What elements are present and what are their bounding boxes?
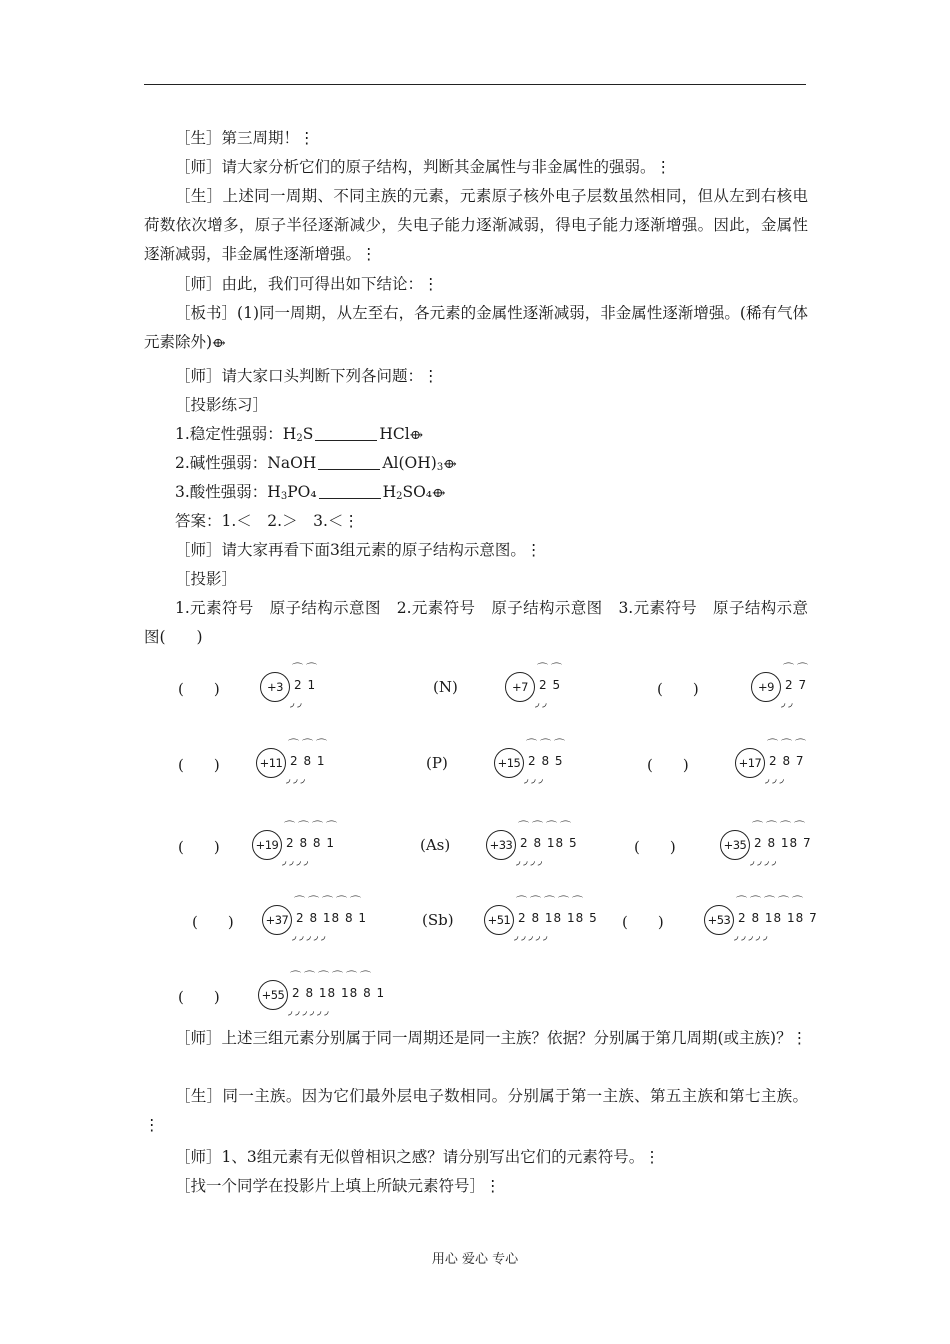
shell-arcs-bottom: ◞◞◞◞◞ <box>292 929 329 942</box>
nucleus: +15 <box>494 748 524 778</box>
shell-electrons: 2 8 5 <box>528 754 564 768</box>
shell-arcs-bottom: ◞◞◞◞◞ <box>734 929 771 942</box>
paragraph: ［生］同一主族。因为它们最外层电子数相同。分别属于第一主族、第五主族和第七主族。⋮ <box>144 1087 808 1134</box>
diagram-row-1 <box>0 662 950 722</box>
shell-electrons: 2 8 18 7 <box>754 836 812 850</box>
shell-arcs-bottom: ◞◞◞ <box>524 772 546 785</box>
shell-arcs-bottom: ◞◞◞ <box>765 772 787 785</box>
shell-arcs-top: ⌒⌒⌒⌒⌒ <box>516 895 586 908</box>
element-symbol[interactable]: ( ) <box>178 680 220 698</box>
nucleus: +17 <box>735 748 765 778</box>
exercise-left-rest: S <box>302 425 314 443</box>
shell-arcs-top: ⌒⌒⌒ <box>767 738 809 751</box>
diagram-row-5 <box>0 970 950 1030</box>
paragraph: ［师］请大家再看下面3组元素的原子结构示意图。⋮ <box>175 541 542 559</box>
element-symbol[interactable]: ( ) <box>647 756 689 774</box>
exercise-left: H <box>267 483 281 501</box>
diagram-header: 1.元素符号 原子结构示意图 2.元素符号 原子结构示意图 3.元素符号 原子结构示意图( ) <box>144 599 808 646</box>
shell-arcs-top: ⌒⌒ <box>292 662 320 675</box>
shell-arcs-bottom: ◞◞◞ <box>286 772 308 785</box>
nucleus: +3 <box>260 672 290 702</box>
shell-arcs-bottom: ◞◞◞◞◞ <box>514 929 551 942</box>
shell-electrons: 2 8 18 18 7 <box>738 911 818 925</box>
shell-arcs-bottom: ◞◞◞◞ <box>282 854 312 867</box>
shell-arcs-top: ⌒⌒ <box>537 662 565 675</box>
nucleus: +11 <box>256 748 286 778</box>
paragraph: ［找一个同学在投影片上填上所缺元素符号］⋮ <box>175 1177 501 1195</box>
diagram-row-2 <box>0 738 950 798</box>
exercise-left: H <box>282 425 297 443</box>
exercise-right: Al(OH) <box>382 454 437 472</box>
paragraph: ［师］1、3组元素有无似曾相识之感？请分别写出它们的元素符号。⋮ <box>175 1148 660 1166</box>
paragraph: ［师］请大家口头判断下列各问题：⋮ <box>175 367 439 385</box>
paragraph: ［生］上述同一周期、不同主族的元素，元素原子核外电子层数虽然相同，但从左到右核电荷数依次增多，原子半径逐渐减少，失电子能力逐渐减弱，得电子能力逐渐增强。因此，金属性逐渐减弱，非金属性逐渐增强。⋮ <box>144 187 808 263</box>
element-symbol[interactable]: ( ) <box>178 988 220 1006</box>
element-symbol: (Sb) <box>422 911 454 929</box>
mark-icon: ⟴ <box>409 428 424 443</box>
element-symbol[interactable]: ( ) <box>657 680 699 698</box>
paragraph: ［师］由此，我们可得出如下结论：⋮ <box>175 275 439 293</box>
diagram-row-3 <box>0 820 950 880</box>
paragraph: ［师］上述三组元素分别属于同一周期还是同一主族？依据？分别属于第几周期(或主族)？⋮ <box>175 1029 808 1047</box>
shell-electrons: 2 8 8 1 <box>286 836 335 850</box>
paragraph: ［生］第三周期！⋮ <box>175 129 315 147</box>
shell-arcs-bottom: ◞◞◞◞ <box>516 854 546 867</box>
board-note-text: ［板书］(1)同一周期，从左至右，各元素的金属性逐渐减弱，非金属性逐渐增强。(稀有气体元素除外) <box>144 304 808 351</box>
element-symbol: (As) <box>420 836 451 854</box>
element-symbol[interactable]: ( ) <box>622 913 664 931</box>
shell-arcs-bottom: ◞◞ <box>535 696 550 709</box>
shell-electrons: 2 8 18 18 5 <box>518 911 598 925</box>
shell-arcs-bottom: ◞◞ <box>781 696 796 709</box>
element-symbol: (P) <box>426 754 448 772</box>
paragraph: ［投影练习］ <box>175 396 269 414</box>
nucleus: +33 <box>486 830 516 860</box>
nucleus: +51 <box>484 905 514 935</box>
shell-arcs-top: ⌒⌒ <box>783 662 811 675</box>
answer-blank[interactable] <box>315 426 377 441</box>
exercise-right-sub: 3 <box>436 462 444 473</box>
shell-electrons: 2 1 <box>294 678 317 692</box>
nucleus: +7 <box>505 672 535 702</box>
exercise-right: H <box>382 483 397 501</box>
exercise-left-rest: PO₄ <box>287 483 317 501</box>
nucleus: +37 <box>262 905 292 935</box>
shell-electrons: 2 8 18 5 <box>520 836 578 850</box>
shell-arcs-top: ⌒⌒⌒⌒ <box>284 820 340 833</box>
exercise-left-sub: 3 <box>280 491 288 502</box>
shell-electrons: 2 7 <box>785 678 808 692</box>
shell-electrons: 2 8 18 8 1 <box>296 911 368 925</box>
shell-arcs-bottom: ◞◞ <box>290 696 305 709</box>
exercise-left: NaOH <box>267 454 317 472</box>
shell-arcs-top: ⌒⌒⌒⌒⌒ <box>736 895 806 908</box>
nucleus: +35 <box>720 830 750 860</box>
nucleus: +19 <box>252 830 282 860</box>
header-rule <box>144 84 806 85</box>
shell-arcs-top: ⌒⌒⌒⌒⌒⌒ <box>290 970 374 983</box>
nucleus: +55 <box>258 980 288 1010</box>
nucleus: +9 <box>751 672 781 702</box>
exercise-label: 3.酸性强弱： <box>175 483 268 501</box>
shell-electrons: 2 8 18 18 8 1 <box>292 986 386 1000</box>
element-symbol: (N) <box>433 678 458 696</box>
shell-arcs-top: ⌒⌒⌒⌒⌒ <box>294 895 364 908</box>
exercise-right-rest: SO₄ <box>402 483 433 501</box>
shell-electrons: 2 8 1 <box>290 754 326 768</box>
board-note <box>144 299 808 358</box>
diagram-row-4 <box>0 895 950 955</box>
answer-blank[interactable] <box>318 455 380 470</box>
page-footer: 用心 爱心 专心 <box>431 1252 519 1267</box>
exercise-label: 1.稳定性强弱： <box>175 425 283 443</box>
nucleus: +53 <box>704 905 734 935</box>
element-symbol[interactable]: ( ) <box>178 838 220 856</box>
shell-arcs-top: ⌒⌒⌒⌒ <box>518 820 574 833</box>
shell-electrons: 2 8 7 <box>769 754 805 768</box>
answer-blank[interactable] <box>319 484 381 499</box>
exercise-left-sub: 2 <box>296 433 303 444</box>
exercise-right: HCl <box>379 425 410 443</box>
mark-icon: ⟴ <box>443 457 457 472</box>
shell-arcs-bottom: ◞◞◞◞ <box>750 854 780 867</box>
projection-label: ［投影］ <box>175 570 238 588</box>
exercise-right-sub: 2 <box>396 491 403 502</box>
shell-arcs-bottom: ◞◞◞◞◞◞ <box>288 1004 332 1017</box>
shell-arcs-top: ⌒⌒⌒ <box>526 738 568 751</box>
shell-electrons: 2 5 <box>539 678 562 692</box>
element-symbol[interactable]: ( ) <box>178 756 220 774</box>
element-symbol[interactable]: ( ) <box>192 913 234 931</box>
exercise-label: 2.碱性强弱： <box>175 454 268 472</box>
paragraph: ［师］请大家分析它们的原子结构，判断其金属性与非金属性的强弱。⋮ <box>175 158 672 176</box>
element-symbol[interactable]: ( ) <box>634 838 676 856</box>
shell-arcs-top: ⌒⌒⌒ <box>288 738 330 751</box>
shell-arcs-top: ⌒⌒⌒⌒ <box>752 820 808 833</box>
mark-icon: ⟴ <box>212 336 226 351</box>
answer-line: 答案：1.＜ 2.＞ 3.＜⋮ <box>175 512 359 530</box>
mark-icon: ⟴ <box>432 486 446 501</box>
